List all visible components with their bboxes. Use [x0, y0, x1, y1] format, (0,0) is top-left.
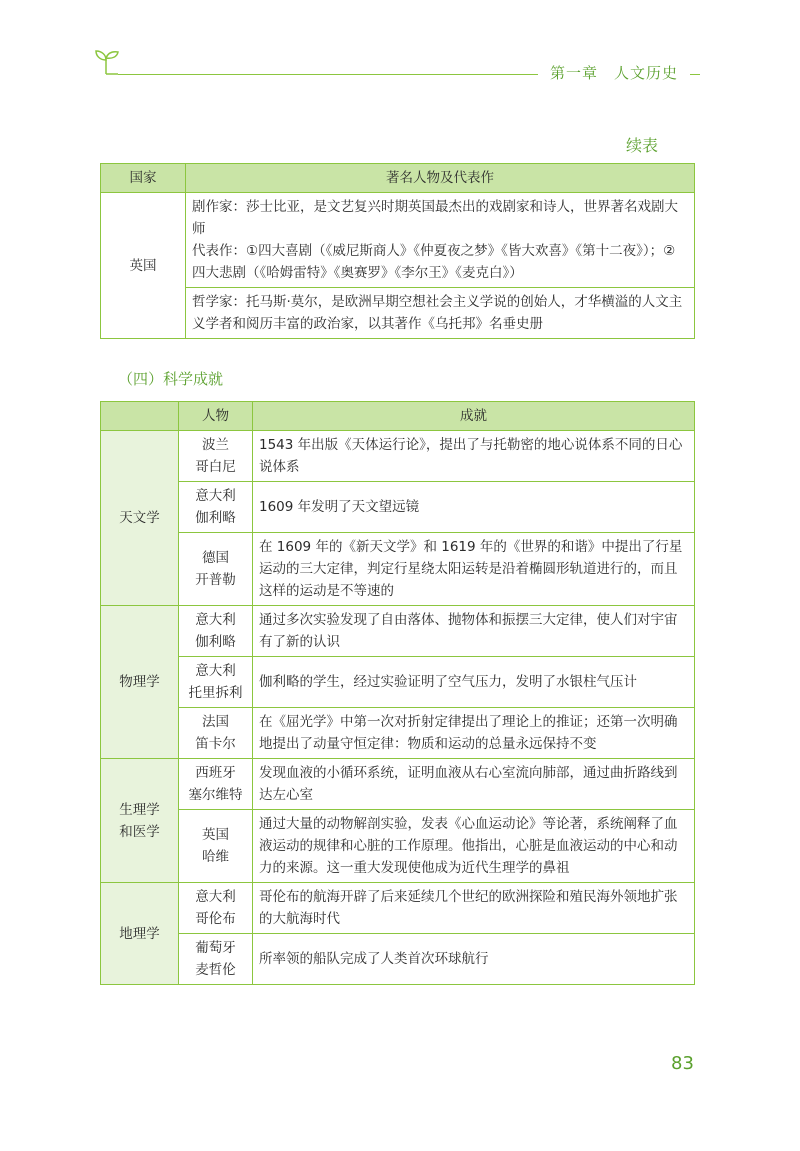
table-row [101, 193, 695, 288]
person-cell: 英国 哈维 [179, 810, 253, 883]
person-cell: 意大利 哥伦布 [179, 883, 253, 934]
column-header-country: 国家 [101, 164, 186, 193]
table-row [101, 288, 695, 339]
achievement-cell: 1543 年出版《天体运行论》，提出了与托勒密的地心说体系不同的日心说体系 [253, 431, 695, 482]
achievement-cell: 发现血液的小循环系统，证明血液从右心室流向肺部，通过曲折路线到达左心室 [253, 759, 695, 810]
achievement-cell: 通过多次实验发现了自由落体、抛物体和振摆三大定律，使人们对宇宙有了新的认识 [253, 606, 695, 657]
table-row [101, 810, 695, 883]
achievement-cell: 在《屈光学》中第一次对折射定律提出了理论上的推证；还第一次明确地提出了动量守恒定律：物质和运动的总量永远保持不变 [253, 708, 695, 759]
person-cell: 西班牙 塞尔维特 [179, 759, 253, 810]
achievement-cell: 所率领的船队完成了人类首次环球航行 [253, 934, 695, 985]
table-row [101, 431, 695, 482]
page-number: 83 [671, 1053, 694, 1074]
field-cell: 生理学 和医学 [101, 759, 179, 883]
achievement-cell: 通过大量的动物解剖实验，发表《心血运动论》等论著，系统阐释了血液运动的规律和心脏的工作原理。他指出，心脏是血液运动的中心和动力的来源。这一重大发现使他成为近代生理学的鼻祖 [253, 810, 695, 883]
science-achievements-table [100, 401, 695, 985]
achievement-cell: 哥伦布的航海开辟了后来延续几个世纪的欧洲探险和殖民海外领地扩张的大航海时代 [253, 883, 695, 934]
field-cell: 物理学 [101, 606, 179, 759]
table-row [101, 934, 695, 985]
representative-works-text: 代表作：①四大喜剧（《威尼斯商人》《仲夏夜之梦》《皆大欢喜》《第十二夜》）；②四大悲剧（《哈姆雷特》《奥赛罗》《李尔王》《麦克白》） [192, 243, 676, 281]
person-cell: 意大利 伽利略 [179, 482, 253, 533]
achievement-cell: 在 1609 年的《新天文学》和 1619 年的《世界的和谐》中提出了行星运动的三大定律，判定行星绕太阳运转是沿着椭圆形轨道进行的，而且这样的运动是不等速的 [253, 533, 695, 606]
table-row [101, 883, 695, 934]
table-row [101, 759, 695, 810]
header-rule-end [690, 74, 700, 75]
country-cell: 英国 [101, 193, 186, 339]
person-cell: 波兰 哥白尼 [179, 431, 253, 482]
works-cell [186, 193, 695, 288]
section-title: （四）科学成就 [118, 370, 224, 388]
table-row [101, 657, 695, 708]
continued-label: 续表 [626, 136, 659, 155]
achievement-cell: 伽利略的学生，经过实验证明了空气压力，发明了水银柱气压计 [253, 657, 695, 708]
table-header-row [101, 402, 695, 431]
person-cell: 葡萄牙 麦哲伦 [179, 934, 253, 985]
column-header [101, 402, 179, 431]
field-cell: 天文学 [101, 431, 179, 606]
chapter-title: 第一章 人文历史 [550, 64, 679, 82]
table-row [101, 606, 695, 657]
achievement-cell: 1609 年发明了天文望远镜 [253, 482, 695, 533]
famous-people-table [100, 163, 695, 339]
column-header: 人物 [179, 402, 253, 431]
table-row [101, 482, 695, 533]
table-row [101, 708, 695, 759]
person-cell: 法国 笛卡尔 [179, 708, 253, 759]
playwright-text: 剧作家：莎士比亚，是文艺复兴时期英国最杰出的戏剧家和诗人，世界著名戏剧大师 [192, 199, 678, 237]
philosopher-cell: 哲学家：托马斯·莫尔，是欧洲早期空想社会主义学说的创始人，才华横溢的人文主义学者和阅历丰富的政治家，以其著作《乌托邦》名垂史册 [186, 288, 695, 339]
column-header: 成就 [253, 402, 695, 431]
column-header-works: 著名人物及代表作 [186, 164, 695, 193]
person-cell: 意大利 伽利略 [179, 606, 253, 657]
person-cell: 意大利 托里拆利 [179, 657, 253, 708]
field-cell: 地理学 [101, 883, 179, 985]
table-row [101, 533, 695, 606]
header-rule [118, 74, 538, 75]
person-cell: 德国 开普勒 [179, 533, 253, 606]
table-header-row [101, 164, 695, 193]
